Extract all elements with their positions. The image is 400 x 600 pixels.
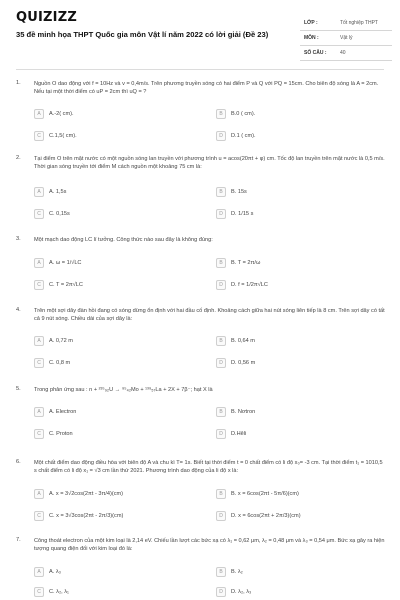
worksheet-header — [0, 0, 400, 70]
option-d[interactable] — [216, 130, 384, 144]
option-letter-box: C — [34, 358, 44, 368]
meta-row-count — [300, 46, 392, 61]
meta-value: Vật lý — [340, 35, 353, 41]
option-label: A. ω = 1/√LC — [49, 259, 82, 266]
option-label: D. 1/15 s — [231, 210, 254, 217]
meta-row-subject — [300, 31, 392, 46]
option-label: A. 0,72 m — [49, 337, 73, 344]
option-label: C. λ₂, λ₁ — [49, 588, 69, 595]
option-b[interactable] — [216, 406, 384, 420]
option-a[interactable] — [34, 406, 202, 420]
option-letter-box: D — [216, 131, 226, 141]
worksheet-title: 35 đề minh họa THPT Quốc gia môn Vật lí năm 2022 có lời giải (Đề 23) — [16, 30, 269, 39]
question-number: 5. — [16, 386, 21, 392]
question-text: Công thoát electron của một kim loại là 2,14 eV. Chiếu lần lượt các bức xạ có λ₁ = 0,62 μm, λ₂ = 0,48 μm và λ₃ = 0,54 μm. Bức xạ gây ra hiện tượng quang điện đối với kim loại đó là: — [34, 538, 385, 553]
question-number: 2. — [16, 155, 21, 161]
option-letter-box: A — [34, 336, 44, 346]
option-label: C. Proton — [49, 430, 73, 437]
option-c[interactable] — [34, 130, 202, 144]
option-label: B. T = 2π/ω — [231, 259, 261, 266]
option-c[interactable] — [34, 208, 202, 222]
option-letter-box: A — [34, 258, 44, 268]
option-letter-box: B — [216, 336, 226, 346]
option-d[interactable] — [216, 208, 384, 222]
option-b[interactable] — [216, 257, 384, 271]
question-text: Tại điểm O trên mặt nước có một nguồn sóng lan truyền với phương trình u = acos(20πt + φ) cm. Tốc độ lan truyền trên mặt nước là 0,5 m/s. Thời gian sóng truyền tới điểm M cách nguồn một khoảng 75 cm là: — [34, 156, 385, 171]
meta-value: Tốt nghiệp THPT — [340, 20, 378, 26]
option-letter-box: B — [216, 187, 226, 197]
option-b[interactable] — [216, 335, 384, 349]
option-label: B. Nơtron — [231, 408, 256, 415]
question-number: 7. — [16, 537, 21, 543]
option-letter-box: D — [216, 209, 226, 219]
option-label: A.-2( cm). — [49, 110, 74, 117]
option-label: C. T = 2π√LC — [49, 281, 83, 288]
option-c[interactable] — [34, 510, 202, 524]
option-c[interactable] — [34, 428, 202, 442]
option-d[interactable] — [216, 357, 384, 371]
option-letter-box: A — [34, 407, 44, 417]
option-label: D. 0,56 m — [231, 359, 256, 366]
question-text: Trên một sợi dây đàn hồi đang có sóng dừng ổn định với hai đầu cố định. Khoảng cách giữa hai nút sóng liên tiếp là 8 cm. Trên sợi dây có tất cả 9 nút sóng. Chiều dài của sợi dây là: — [34, 308, 385, 323]
option-letter-box: C — [34, 429, 44, 439]
option-d[interactable] — [216, 279, 384, 293]
option-letter-box: A — [34, 489, 44, 499]
option-label: A. 1,5s — [49, 188, 67, 195]
option-label: B. 15s — [231, 188, 247, 195]
option-letter-box: B — [216, 489, 226, 499]
meta-value: 40 — [340, 50, 346, 56]
option-c[interactable] — [34, 357, 202, 371]
option-letter-box: B — [216, 109, 226, 119]
option-label: D. x = 6cos(2πt + 2π/3)(cm) — [231, 512, 301, 519]
option-label: D.Hêli — [231, 430, 247, 437]
option-a[interactable] — [34, 186, 202, 200]
question-text: Trong phản ứng sau : n + ²³⁵₉₂U → ⁹⁵₄₂Mo + ¹³⁹₅₇La + 2X + 7β⁻; hạt X là — [34, 387, 213, 393]
question-number: 6. — [16, 459, 21, 465]
option-b[interactable] — [216, 488, 384, 502]
option-a[interactable] — [34, 335, 202, 349]
option-letter-box: D — [216, 511, 226, 521]
option-letter-box: B — [216, 407, 226, 417]
option-letter-box: B — [216, 567, 226, 577]
option-b[interactable] — [216, 108, 384, 122]
option-d[interactable] — [216, 428, 384, 442]
option-label: C. x = 3√3cos(2πt - 2π/3)(cm) — [49, 512, 124, 519]
option-label: A. λ₃ — [49, 568, 61, 575]
meta-key: SỐ CÂU : — [304, 50, 327, 56]
option-d[interactable] — [216, 586, 384, 600]
option-letter-box: C — [34, 587, 44, 597]
meta-key: MÔN : — [304, 35, 319, 41]
option-b[interactable] — [216, 566, 384, 580]
option-a[interactable] — [34, 257, 202, 271]
option-label: B.0 ( cm). — [231, 110, 256, 117]
option-a[interactable] — [34, 488, 202, 502]
question-number: 3. — [16, 236, 21, 242]
option-label: D.1 ( cm). — [231, 132, 256, 139]
meta-key: LỚP : — [304, 20, 318, 26]
option-letter-box: C — [34, 131, 44, 141]
meta-table — [300, 16, 392, 61]
option-label: C. 0,15s — [49, 210, 70, 217]
option-b[interactable] — [216, 186, 384, 200]
option-label: B. x = 6cos(2πt - 5π/6)(cm) — [231, 490, 299, 497]
option-label: B. 0,64 m — [231, 337, 255, 344]
header-divider — [16, 69, 384, 70]
quizizz-logo: QUIZIZZ — [16, 10, 77, 25]
question-text: Một mạch dao động LC lí tưởng. Công thức nào sau đây là không đúng: — [34, 237, 213, 243]
option-letter-box: D — [216, 280, 226, 290]
question-text: Nguồn O dao động với f = 10Hz và v = 0,4m/s. Trên phương truyền sóng có hai điểm P và Q với PQ = 15cm. Cho biên độ sóng là A = 2cm. Nếu tại một thời điểm có uP = 2cm thì uQ = ? — [34, 81, 379, 96]
option-letter-box: C — [34, 209, 44, 219]
option-d[interactable] — [216, 510, 384, 524]
option-letter-box: A — [34, 109, 44, 119]
option-c[interactable] — [34, 279, 202, 293]
option-letter-box: A — [34, 567, 44, 577]
option-letter-box: D — [216, 587, 226, 597]
question-number: 4. — [16, 307, 21, 313]
question-number: 1. — [16, 80, 21, 86]
option-label: D. f = 1/2π√LC — [231, 281, 268, 288]
option-label: C.1,5( cm). — [49, 132, 77, 139]
meta-row-class — [300, 16, 392, 31]
option-letter-box: B — [216, 258, 226, 268]
question-text: Một chất điểm dao động điều hòa với biên độ A và chu kì T= 1s. Biết tại thời điểm t = 0 chất điểm có li độ x₀= -3 cm. Tại thời điểm t₁ = 1010,5 s chất điểm có li độ x₁ = √3 cm lần thứ 2021. Phương trình dao động của li độ x là: — [34, 460, 383, 475]
option-a[interactable] — [34, 566, 202, 580]
option-letter-box: C — [34, 280, 44, 290]
option-c[interactable] — [34, 586, 202, 600]
option-label: A. Electron — [49, 408, 77, 415]
option-label: C. 0,8 m — [49, 359, 71, 366]
option-letter-box: C — [34, 511, 44, 521]
option-label: B. λ₂ — [231, 568, 243, 575]
option-a[interactable] — [34, 108, 202, 122]
option-letter-box: D — [216, 429, 226, 439]
option-letter-box: D — [216, 358, 226, 368]
option-label: A. x = 3√2cos(2πt - 3π/4)(cm) — [49, 490, 124, 497]
option-letter-box: A — [34, 187, 44, 197]
option-label: D. λ₂, λ₃ — [231, 588, 252, 595]
